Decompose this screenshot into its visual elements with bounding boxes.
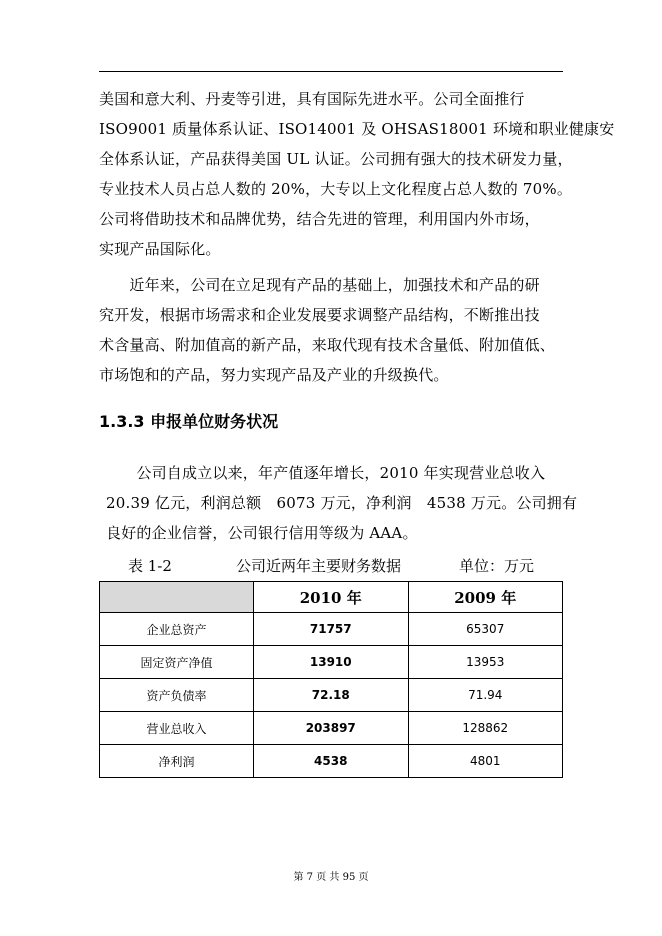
column-header-2009: 2009 年	[408, 582, 563, 613]
text-line: 良好的企业信誉，公司银行信用等级为 AAA。	[106, 524, 418, 542]
table-row	[100, 613, 563, 646]
text-line: 公司将借助技术和品牌优势，结合先进的管理，利用国内外市场，	[99, 210, 540, 228]
text-line: 20.39 亿元，利润总额 6073 万元，净利润 4538 万元。公司拥有	[106, 494, 578, 512]
row-label: 净利润	[100, 745, 254, 778]
table-title: 公司近两年主要财务数据	[236, 557, 402, 575]
row-label: 资产负债率	[100, 679, 254, 712]
page-footer: 第 7 页 共 95 页	[293, 872, 369, 883]
value-2009: 65307	[408, 613, 563, 646]
column-header-2010: 2010 年	[254, 582, 409, 613]
value-2009: 13953	[408, 646, 563, 679]
text-line: 究开发，根据市场需求和企业发展要求调整产品结构，不断推出技	[99, 306, 540, 324]
text-line: 术含量高、附加值高的新产品，来取代现有技术含量低、附加值低、	[99, 336, 556, 354]
value-2010: 4538	[254, 745, 409, 778]
text-line: 美国和意大利、丹麦等引进，具有国际先进水平。公司全面推行	[99, 90, 525, 108]
value-2009: 4801	[408, 745, 563, 778]
header-rule	[99, 71, 563, 72]
value-2010: 13910	[254, 646, 409, 679]
paragraph-financial-status	[106, 458, 578, 548]
table-row	[100, 646, 563, 679]
text-line: 公司自成立以来，年产值逐年增长，2010 年实现营业总收入	[106, 464, 546, 482]
financial-data-table	[99, 581, 563, 778]
paragraph-recent-years	[99, 270, 565, 390]
row-label: 营业总收入	[100, 712, 254, 745]
text-line: ISO9001 质量体系认证、ISO14001 及 OHSAS18001 环境和职业健康安	[99, 120, 615, 138]
value-2009: 71.94	[408, 679, 563, 712]
table-row	[100, 745, 563, 778]
text-line: 近年来，公司在立足现有产品的基础上，加强技术和产品的研	[99, 276, 540, 294]
value-2010: 72.18	[254, 679, 409, 712]
table-corner-cell	[100, 582, 254, 613]
row-label: 固定资产净值	[100, 646, 254, 679]
text-line: 全体系认证，产品获得美国 UL 认证。公司拥有强大的技术研发力量，	[99, 150, 573, 168]
row-label: 企业总资产	[100, 613, 254, 646]
section-heading: 1.3.3 申报单位财务状况	[99, 412, 279, 431]
text-line: 市场饱和的产品，努力实现产品及产业的升级换代。	[99, 366, 449, 384]
text-line: 实现产品国际化。	[99, 240, 221, 258]
value-2010: 71757	[254, 613, 409, 646]
text-line: 专业技术人员占总人数的 20%，大专以上文化程度占总人数的 70%。	[99, 180, 573, 198]
table-row	[100, 679, 563, 712]
table-row	[100, 712, 563, 745]
value-2010: 203897	[254, 712, 409, 745]
table-header-row	[100, 582, 563, 613]
table-number: 表 1-2	[128, 557, 172, 575]
paragraph-company-intro	[99, 84, 615, 264]
table-unit: 单位：万元	[459, 557, 535, 575]
value-2009: 128862	[408, 712, 563, 745]
